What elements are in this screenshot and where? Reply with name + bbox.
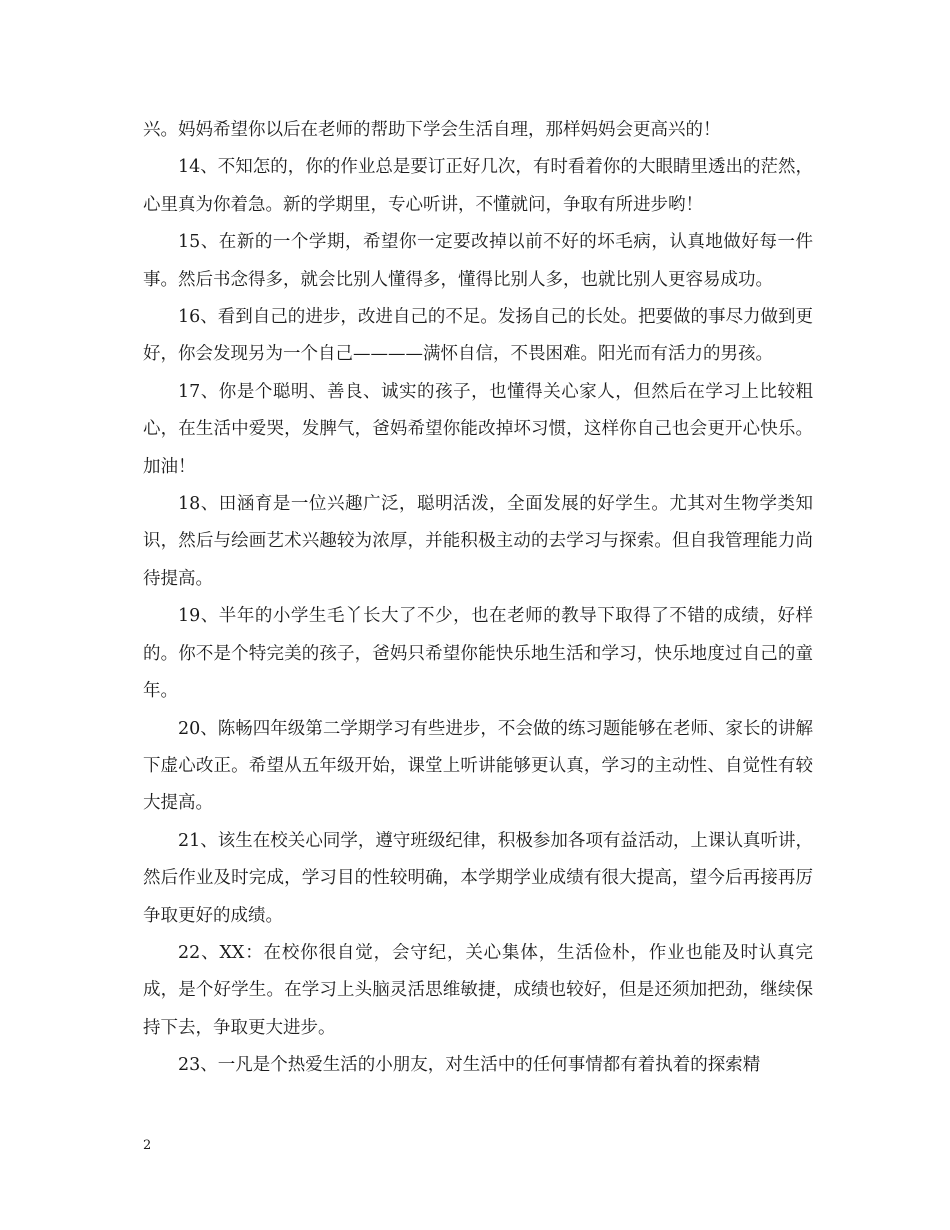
paragraph-item-14: 14、不知怎的，你的作业总是要订正好几次，有时看着你的大眼睛里透出的茫然，心里真为你着急。新的学期里，专心听讲，不懂就问，争取有所进步哟！ bbox=[143, 157, 813, 215]
paragraph-item-19: 19、半年的小学生毛丫长大了不少，也在老师的教导下取得了不错的成绩，好样的。你不是个特完美的孩子，爸妈只希望你能快乐地生活和学习，快乐地度过自己的童年。 bbox=[143, 606, 813, 702]
paragraph-item-22: 22、XX：在校你很自觉，会守纪，关心集体，生活俭朴，作业也能及时认真完成，是个好学生。在学习上头脑灵活思维敏捷，成绩也较好，但是还须加把劲，继续保持下去，争取更大进步。 bbox=[143, 942, 813, 1038]
paragraph-item-20: 20、陈畅四年级第二学期学习有些进步，不会做的练习题能够在老师、家长的讲解下虚心改正。希望从五年级开始，课堂上听讲能够更认真，学习的主动性、自觉性有较大提高。 bbox=[143, 718, 813, 814]
page-number: 2 bbox=[143, 1138, 152, 1153]
paragraph-item-15: 15、在新的一个学期，希望你一定要改掉以前不好的坏毛病，认真地做好每一件事。然后书念得多，就会比别人懂得多，懂得比别人多，也就比别人更容易成功。 bbox=[143, 232, 813, 290]
paragraph-item-23: 23、一凡是个热爱生活的小朋友，对生活中的任何事情都有着执着的探索精 bbox=[178, 1055, 761, 1076]
document-body bbox=[143, 112, 813, 1085]
paragraph-item-21: 21、该生在校关心同学，遵守班级纪律，积极参加各项有益活动，上课认真听讲，然后作业及时完成，学习目的性较明确，本学期学业成绩有很大提高，望今后再接再厉争取更好的成绩。 bbox=[143, 830, 813, 926]
paragraph-item-18: 18、田涵育是一位兴趣广泛，聪明活泼，全面发展的好学生。尤其对生物学类知识，然后与绘画艺术兴趣较为浓厚，并能积极主动的去学习与探索。但自我管理能力尚待提高。 bbox=[143, 494, 813, 589]
paragraph-item-17: 17、你是个聪明、善良、诚实的孩子，也懂得关心家人，但然后在学习上比较粗心，在生活中爱哭，发脾气，爸妈希望你能改掉坏习惯，这样你自己也会更开心快乐。加油！ bbox=[143, 381, 813, 477]
paragraph-continuation: 兴。妈妈希望你以后在老师的帮助下学会生活自理，那样妈妈会更高兴的！ bbox=[143, 120, 721, 140]
paragraph-item-16: 16、看到自己的进步，改进自己的不足。发扬自己的长处。把要做的事尽力做到更好，你会发现另为一个自己————满怀自信，不畏困难。阳光而有活力的男孩。 bbox=[143, 307, 813, 365]
